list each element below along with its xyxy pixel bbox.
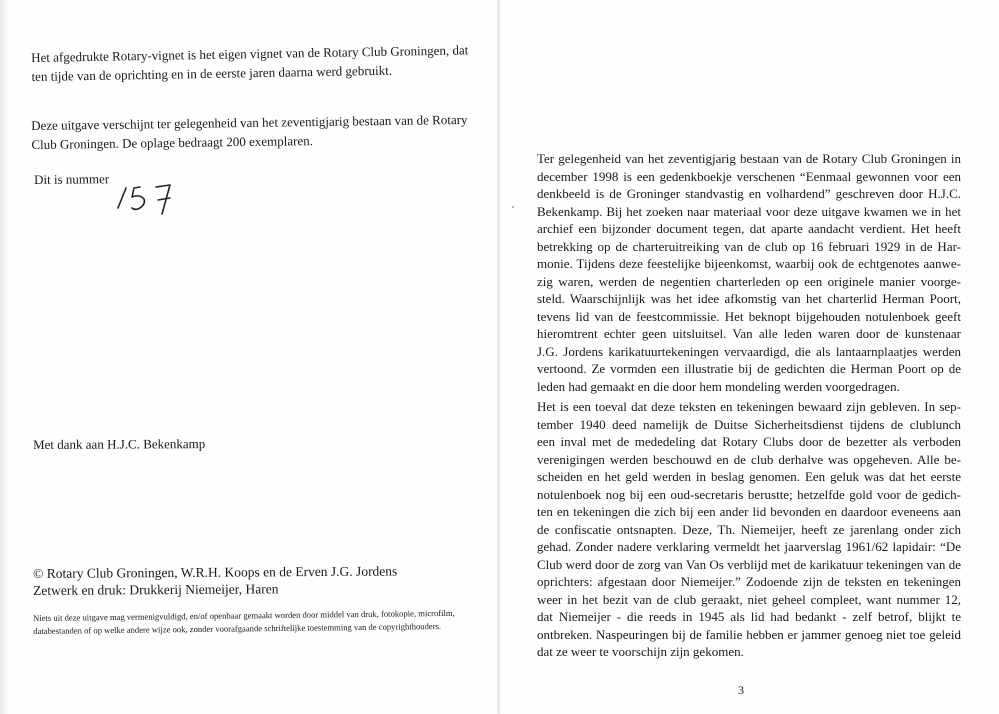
text-line: J.G. Jordens karikatuurtekeningen vervaardigd, die als lantaarnplaatjes werden <box>537 343 961 359</box>
text-line: dat Niemeijer - die reeds in 1945 als lid had bedankt - zelf betrof, blijkt te <box>537 609 961 624</box>
left-page <box>0 0 498 714</box>
acknowledgement-text: Met dank aan H.J.C. Bekenkamp <box>33 436 206 452</box>
copy-number-label: Dit is nummer <box>34 171 110 187</box>
body-paragraph-2 <box>537 398 961 661</box>
text-line: dat ze weer te voorschijn zijn gekomen. <box>537 644 744 659</box>
text-line: Het is een toeval dat deze teksten en tekeningen bewaard zijn gebleven. In sep- <box>537 399 961 414</box>
text-line: een inval met de mededeling dat Rotary Clubs door de bezetter als verboden <box>537 434 961 449</box>
handwritten-copy-number <box>110 178 190 218</box>
text-line: de confiscatie ontsnapten. Deze, Th. Niemeijer, heeft ze jarenlang onder zich <box>537 521 961 537</box>
text-line: archief een bijzonder document tegen, dat aparte aandacht verdient. Het heeft <box>537 221 961 236</box>
text-line: oprichters: afgestaan door Niemeijer.” Zodoende zijn de teksten en tekeningen <box>537 574 961 589</box>
text-line: tember 1940 deed namelijk de Duitse Sicherheitsdienst tijdens de clublunch <box>537 416 961 432</box>
text-line: weer in het bezit van de club geraakt, niet geheel compleet, want nummer 12, <box>537 591 961 607</box>
text-line: leden had gemaakt en die door hem mondeling werden voorgedragen. <box>537 378 900 394</box>
body-paragraph-1 <box>537 150 961 395</box>
text-line: betrekking op de charteruitreiking van de club op 16 februari 1929 in de Har- <box>537 238 961 254</box>
text-line: vertoond. Ze vormden een illustratie bij de gedichten die Herman Poort op de <box>537 361 961 376</box>
text-line: december 1998 is een gedenkboekje verschenen “Eenmaal gewonnen voor een <box>537 168 961 184</box>
text-line: ontbreken. Naspeuringen bij de familie hebben er jammer genoeg niet toe geleid <box>537 626 961 642</box>
scan-speck <box>512 206 514 208</box>
text-line: gehad. Zonder nadere verklaring vermeldt het jaarverslag 1961/62 lapidair: “De <box>537 539 961 554</box>
intro-vignette-text: Het afgedrukte Rotary-vignet is het eigen vignet van de Rotary Club Groningen, dat ten tijde van de oprichting en in de eerste jaren daarna werd gebruikt. <box>31 42 469 84</box>
text-line: verenigingen werden beschouwd en de club derhalve was opgeheven. Alle be- <box>537 451 961 467</box>
text-line: Bekenkamp. Bij het zoeken naar materiaal voor deze uitgave kwamen we in het <box>537 203 961 219</box>
page-number: 3 <box>738 683 744 697</box>
text-line: tevens lid van de feestcommissie. Het beknopt bijgehouden notulenboek geeft <box>537 308 961 324</box>
text-line: notulenboek nog bij een oud-secretaris berustte; hetzelfde gold voor de gedich- <box>537 486 961 502</box>
rights-disclaimer: Niets uit deze uitgave mag vermenigvuldigd, en/of openbaar gemaakt worden door middel van druk, fotokopie, microfilm, databestanden of op welke andere wijze ook, zonder voorafgaande schriftelijke toestemming van de copyrighthouders. <box>33 607 455 636</box>
copyright-line: © Rotary Club Groningen, W.R.H. Koops en de Erven J.G. Jordens <box>33 563 398 581</box>
text-line: hieromtrent echter geen uitsluitsel. Van alle leden waren door de kunstenaar <box>537 326 961 341</box>
text-line: Ter gelegenheid van het zeventigjarig bestaan van de Rotary Club Groningen in <box>537 151 961 166</box>
text-line: steld. Waarschijnlijk was het idee afkomstig van het charterlid Herman Poort, <box>537 291 961 306</box>
intro-edition-text: Deze uitgave verschijnt ter gelegenheid van het zeventigjarig bestaan van de Rotary Club Groningen. De oplage bedraagt 200 exemplaren. <box>31 111 468 152</box>
text-line: zig waren, werden de negentien charterleden op een originele manier voorge- <box>537 273 961 289</box>
text-line: ten en tekeningen die zich bij een ander lid bevonden en daardoor eveneens aan <box>537 504 961 519</box>
printing-credit-line: Zetwerk en druk: Drukkerij Niemeijer, Haren <box>33 581 279 598</box>
text-line: scheiden en het geld werden in beslag genomen. Een geluk was dat het eerste <box>537 469 961 484</box>
text-line: denkbeeld is de Groninger standvastig en volhardend” geschreven door H.J.C. <box>537 186 961 201</box>
text-line: Club werd door de zorg van Van Os verblijd met de karikatuur tekeningen van de <box>537 556 961 572</box>
text-line: monie. Tijdens deze feestelijke bijeenkomst, waarbij ook de echtgenotes aanwe- <box>537 256 961 271</box>
scan-edge-shadow <box>0 0 8 714</box>
